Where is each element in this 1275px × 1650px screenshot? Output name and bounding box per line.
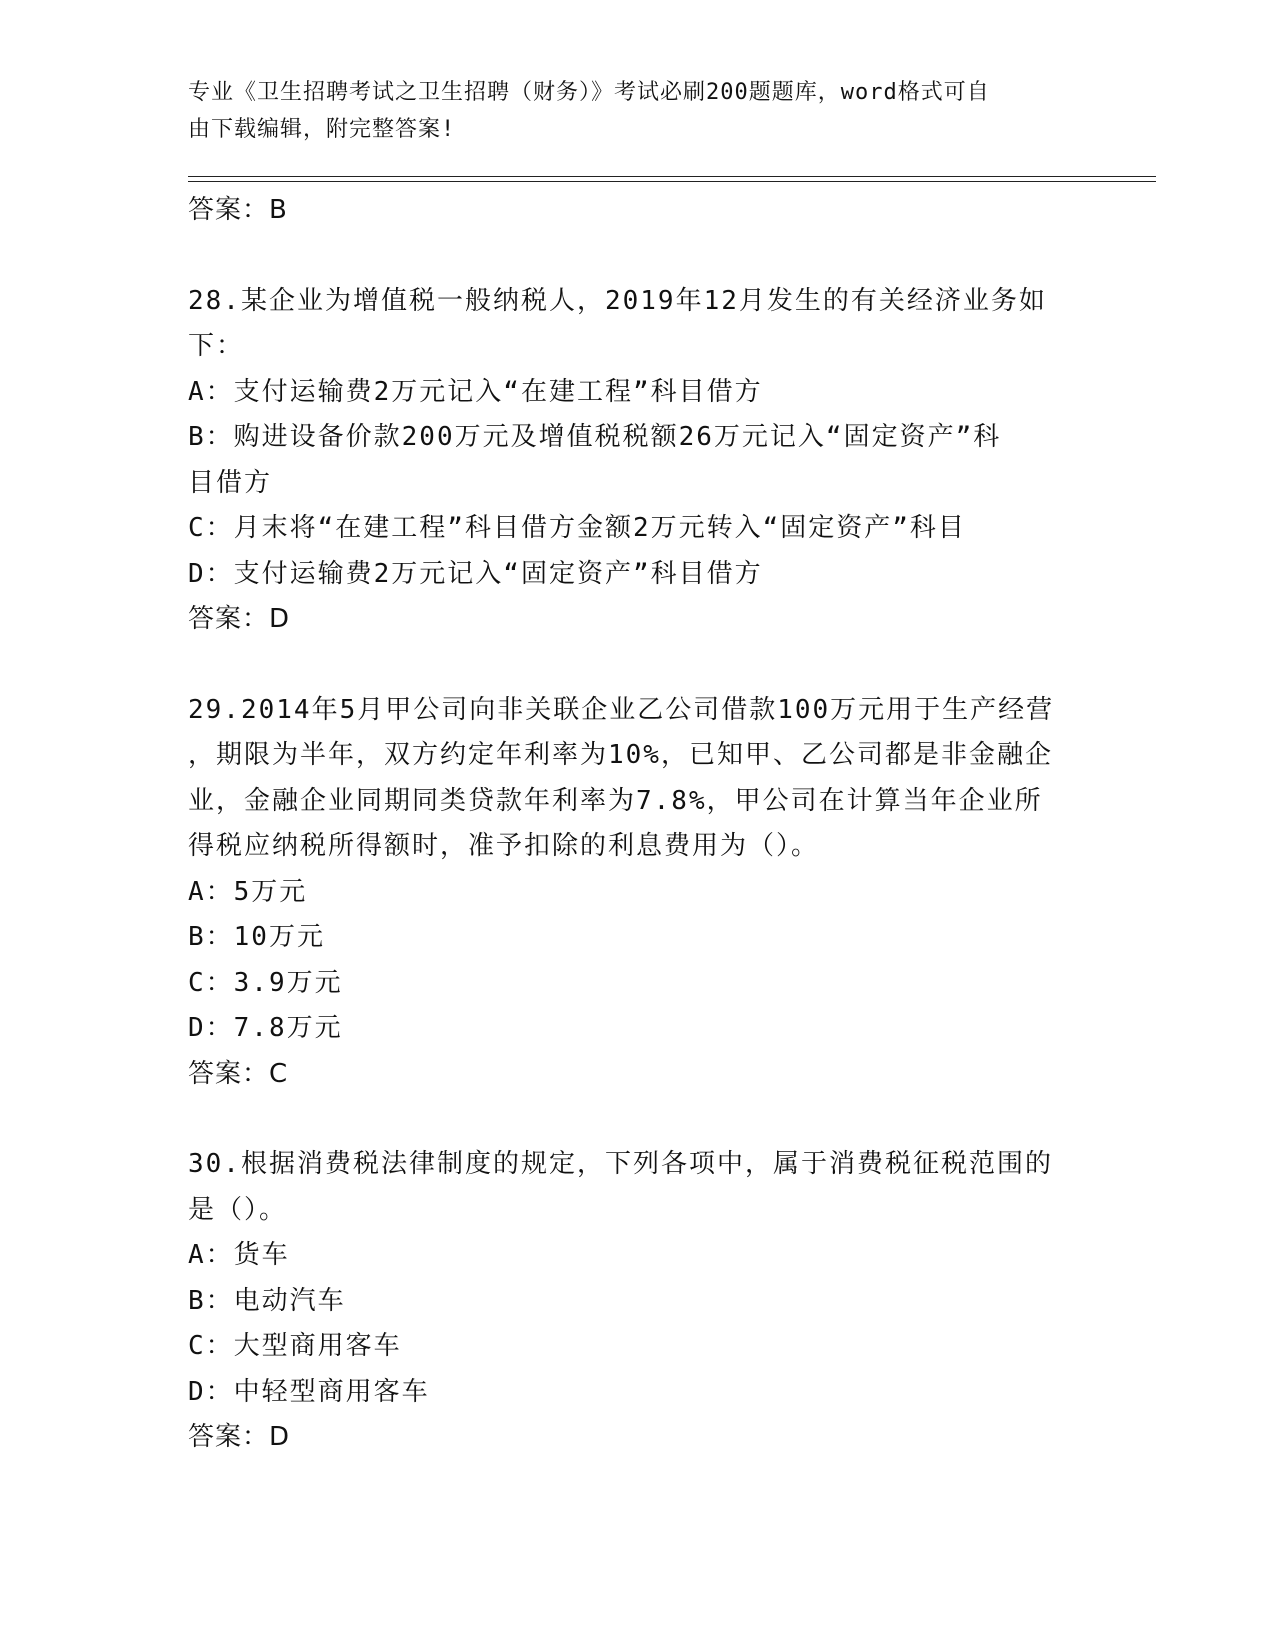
option-c: C：月末将“在建工程”科目借方金额2万元转入“固定资产”科目 (188, 513, 966, 543)
answer-line: 答案：D (188, 1422, 291, 1452)
document-body (188, 188, 1088, 1461)
question-stem-line: 业，金融企业同期同类贷款年利率为7.8%，甲公司在计算当年企业所 (188, 785, 1043, 816)
option-c: C：大型商用客车 (188, 1331, 402, 1361)
header-line-2: 由下载编辑，附完整答案! (188, 117, 456, 142)
option-d: D：支付运输费2万元记入“固定资产”科目借方 (188, 558, 763, 589)
document-header (188, 74, 1078, 148)
question-30 (188, 1142, 1088, 1461)
option-d: D：中轻型商用客车 (188, 1376, 430, 1407)
answer-line: 答案：D (188, 604, 291, 634)
question-stem-line: 得税应纳税所得额时，准予扣除的利息费用为（）。 (188, 831, 820, 861)
option-b: B：电动汽车 (188, 1285, 346, 1316)
header-divider-top (188, 176, 1156, 177)
option-b: B：10万元 (188, 922, 325, 952)
option-b: B：购进设备价款200万元及增值税税额26万元记入“固定资产”科 (188, 422, 1002, 452)
question-stem-line: 30.根据消费税法律制度的规定，下列各项中，属于消费税征税范围的 (188, 1149, 1053, 1179)
option-a: A：货车 (188, 1240, 290, 1270)
question-28 (188, 279, 1088, 643)
spacer (188, 1097, 1088, 1142)
question-29 (188, 688, 1088, 1098)
option-a: A：5万元 (188, 876, 308, 907)
question-stem-line: 28.某企业为增值税一般纳税人，2019年12月发生的有关经济业务如 (188, 285, 1047, 316)
option-b-continued: 目借方 (188, 467, 273, 498)
option-d: D：7.8万元 (188, 1013, 343, 1043)
question-stem-line: 下： (188, 331, 245, 361)
question-stem-line: ，期限为半年，双方约定年利率为10%，已知甲、乙公司都是非金融企 (188, 740, 1053, 770)
header-line-1: 专业《卫生招聘考试之卫生招聘（财务）》考试必刷200题题库，word格式可自 (188, 80, 990, 105)
question-stem-line: 29.2014年5月甲公司向非关联企业乙公司借款100万元用于生产经营 (188, 694, 1055, 725)
answer-line: 答案：B (188, 195, 288, 225)
spacer (188, 234, 1088, 279)
spacer (188, 643, 1088, 688)
header-divider-bottom (188, 181, 1156, 182)
option-a: A：支付运输费2万元记入“在建工程”科目借方 (188, 376, 763, 407)
question-stem-line: 是（）。 (188, 1194, 288, 1225)
answer-line: 答案：C (188, 1058, 289, 1089)
option-c: C：3.9万元 (188, 967, 343, 998)
